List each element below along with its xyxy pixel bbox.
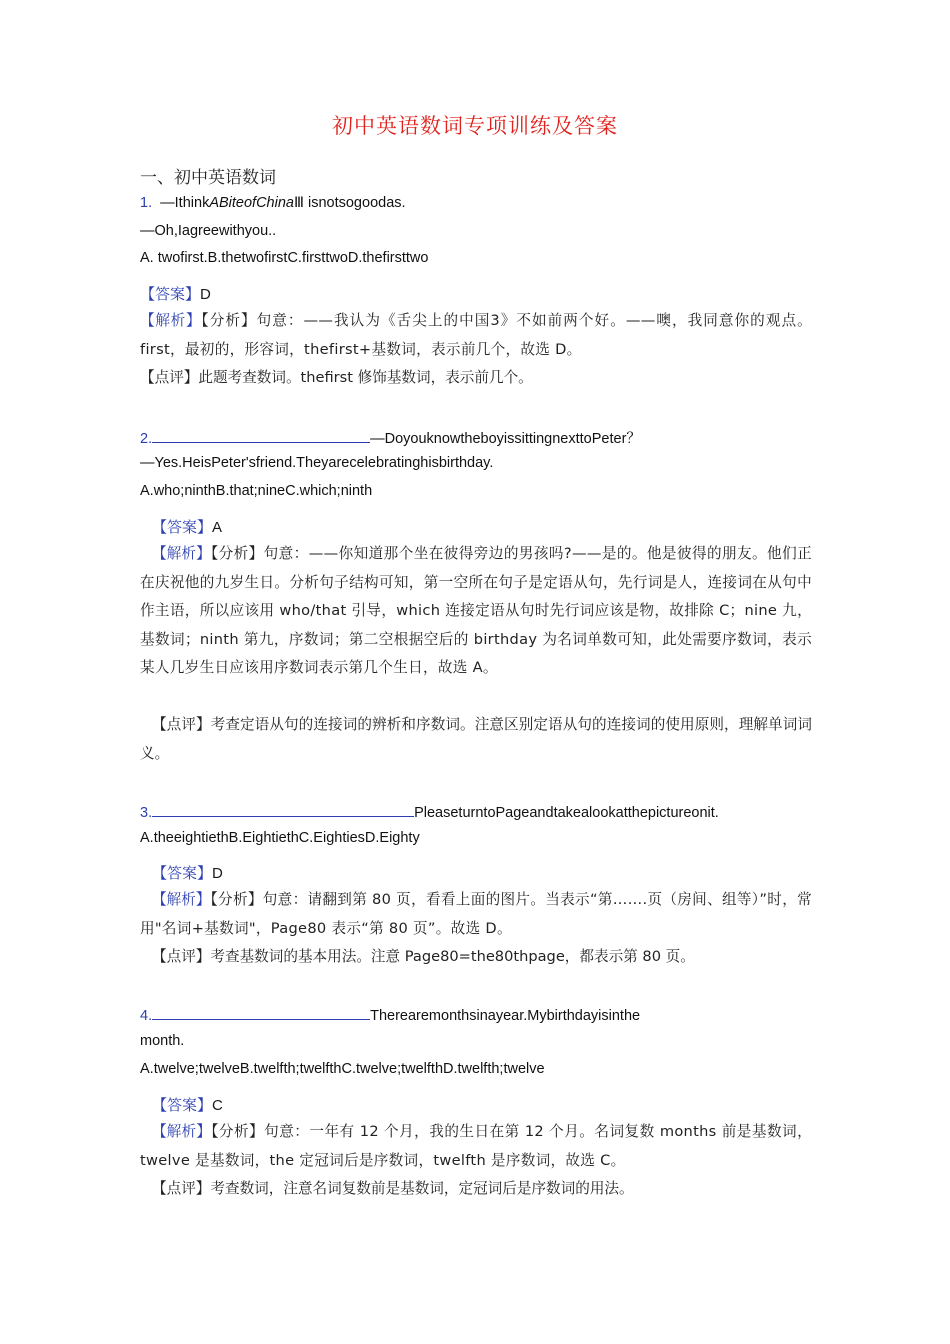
- question-2-number: 2.: [140, 431, 153, 447]
- question-4-answer: 【答案】C: [152, 1097, 223, 1114]
- question-1-answer: 【答案】D: [140, 286, 211, 303]
- question-4-comment: 【点评】考查数词，注意名词复数前是基数词，定冠词后是序数词的用法。: [152, 1180, 634, 1197]
- answer-blank: [152, 1005, 370, 1020]
- question-3-number: 3.: [140, 805, 153, 821]
- question-1-comment: 【点评】此题考查数词。thefirst 修饰基数词，表示前几个。: [140, 369, 533, 386]
- question-4-stem: 4. Therearemonthsinayear.Mybirthdayisinthe: [140, 1005, 640, 1024]
- answer-blank: [152, 802, 414, 817]
- question-2-stem: 2. —DoyouknowtheboyissittingnexttoPeter？: [140, 427, 641, 448]
- question-1-options: A. twofirst.B.thetwofirstC.firsttwoD.thefirsttwo: [140, 250, 429, 266]
- question-1-number: 1.: [140, 195, 153, 211]
- question-3-options: A.theeightiethB.EightiethC.EightiesD.Eighty: [140, 830, 420, 846]
- question-3-answer: 【答案】D: [152, 865, 223, 882]
- question-2-analysis: 【解析】【分析】句意：——你知道那个坐在彼得旁边的男孩吗?——是的。他是彼得的朋友。他们正在庆祝他的九岁生日。分析句子结构可知，第一空所在句子是定语从句，先行词是人，连接词在从句中作主语，所以应该用 who/that 引导，which 连接定语从句时先行词应该是物，故排除 C；nine 九，基数词；ninth 第九，序数词；第二空根据空后的 birthday 为名词单数可知，此处需要序数词，表示某人几岁生日应该用序数词表示第几个生日，故选 A。: [140, 545, 812, 677]
- question-4-number: 4.: [140, 1008, 153, 1024]
- question-2-comment: 【点评】考查定语从句的连接词的辨析和序数词。注意区别定语从句的连接词的使用原则，理解单词词义。: [140, 716, 812, 762]
- question-3-comment: 【点评】考查基数词的基本用法。注意 Page80=the80thpage，都表示第 80 页。: [152, 948, 695, 965]
- question-2-options: A.who;ninthB.that;nineC.which;ninth: [140, 483, 373, 499]
- section-heading: 一、初中英语数词: [140, 168, 276, 188]
- question-4-options: A.twelve;twelveB.twelfth;twelfthC.twelve;twelfthD.twelfth;twelve: [140, 1061, 545, 1077]
- question-2-reply: —Yes.HeisPeter'sfriend.Theyarecelebratinghisbirthday.: [140, 455, 494, 471]
- question-4-stem-continued: month.: [140, 1033, 185, 1049]
- question-1-stem: 1. —IthinkABiteofChinaⅢ isnotsogoodas.: [140, 195, 406, 211]
- question-1-reply: —Oh,Iagreewithyou..: [140, 223, 277, 239]
- answer-blank: [152, 428, 370, 443]
- question-4-analysis: 【解析】【分析】句意：一年有 12 个月，我的生日在第 12 个月。名词复数 months 前是基数词，twelve 是基数词，the 定冠词后是序数词，twelfth 是序数词，故选 C。: [140, 1123, 812, 1169]
- question-3-stem: 3. PleaseturntoPageandtakealookatthepictureonit.: [140, 802, 719, 821]
- question-2-answer: 【答案】A: [152, 519, 223, 536]
- page-title: 初中英语数词专项训练及答案: [332, 114, 618, 138]
- question-3-analysis: 【解析】【分析】句意：请翻到第 80 页，看看上面的图片。当表示“第…….页（房间、组等）”时，常用"名词+基数词"，Page80 表示“第 80 页”。故选 D。: [140, 891, 812, 937]
- question-1-analysis: 【解析】【分析】句意：——我认为《舌尖上的中国3》不如前两个好。——噢，我同意你的观点。first，最初的，形容词，thefirst+基数词，表示前几个，故选 D。: [140, 312, 812, 358]
